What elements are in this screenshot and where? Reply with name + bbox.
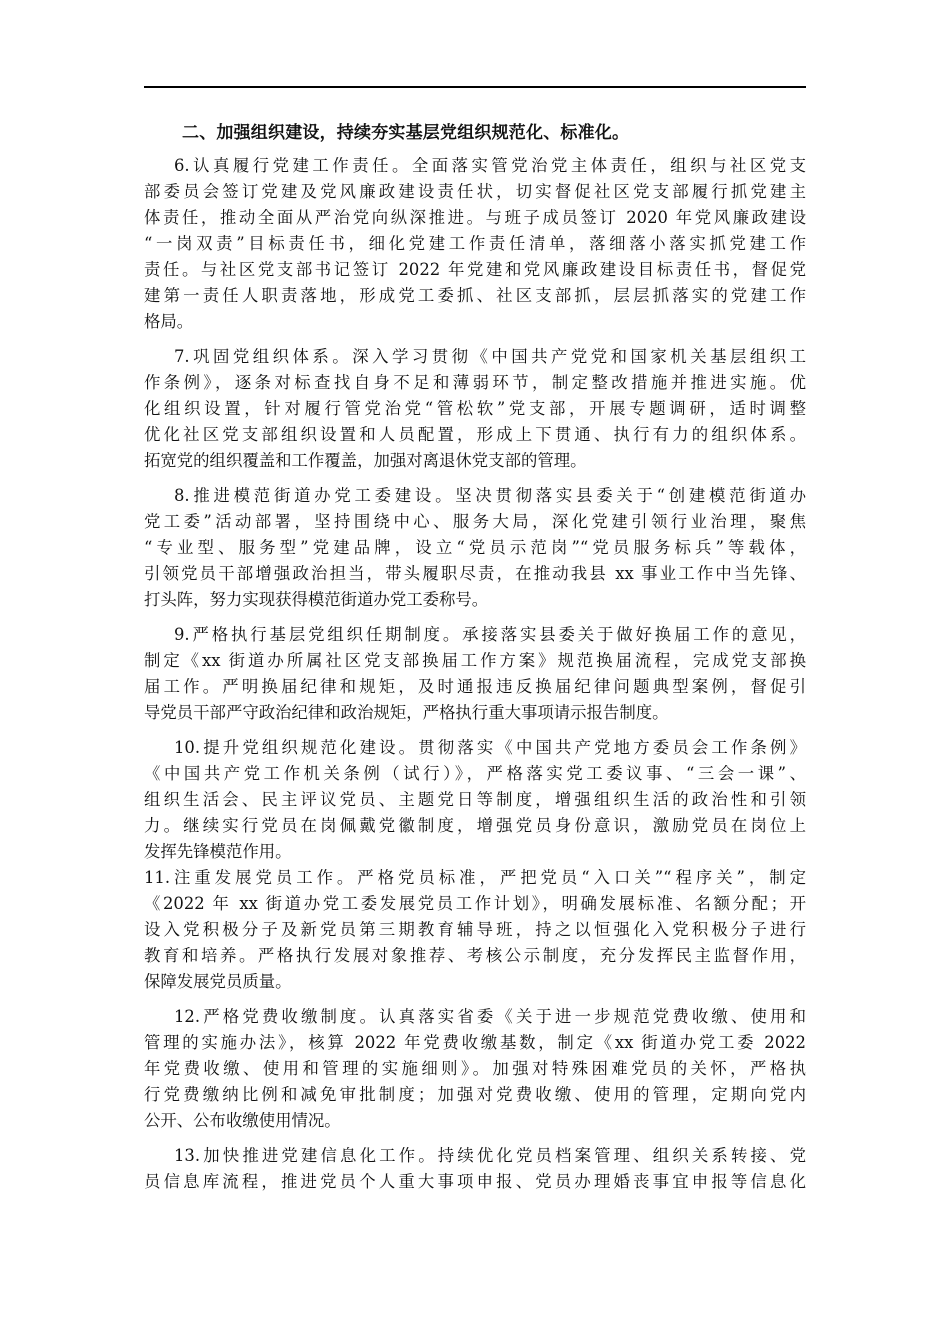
paragraph <box>144 153 806 335</box>
paragraph-line: 部委员会签订党建及党风廉政建设责任状，切实督促社区党支部履行抓党建主 <box>144 182 806 201</box>
paragraph-line: 发挥先锋模范作用。 <box>144 842 292 861</box>
paragraph-line: 引领党员干部增强政治担当，带头履职尽责，在推动我县 xx 事业工作中当先锋、 <box>144 564 806 583</box>
paragraph-line: 公开、公布收缴使用情况。 <box>144 1111 341 1130</box>
paragraph-line: 组织生活会、民主评议党员、主题党日等制度，增强组织生活的政治性和引领 <box>144 790 806 809</box>
paragraph-line: 员信息库流程，推进党员个人重大事项申报、党员办理婚丧事宜申报等信息化 <box>144 1172 806 1191</box>
paragraph-line: 行党费缴纳比例和减免审批制度；加强对党费收缴、使用的管理，定期向党内 <box>144 1085 806 1104</box>
paragraph-line: 届工作。严明换届纪律和规矩，及时通报违反换届纪律问题典型案例，督促引 <box>144 677 806 696</box>
paragraph <box>144 622 806 726</box>
paragraph-line: 管理的实施办法》，核算 2022 年党费收缴基数，制定《xx 街道办党工委 2022 <box>144 1033 806 1052</box>
paragraph-line: 优化社区党支部组织设置和人员配置，形成上下贯通、执行有力的组织体系。 <box>144 425 806 444</box>
paragraph-line: 格局。 <box>144 312 194 331</box>
document-body <box>144 120 806 1204</box>
paragraph-line: 责任。与社区党支部书记签订 2022 年党建和党风廉政建设目标责任书，督促党 <box>144 260 806 279</box>
paragraph-line: 10.提升党组织规范化建设。贯彻落实《中国共产党地方委员会工作条例》 <box>174 738 806 757</box>
paragraph-line: 7.巩固党组织体系。深入学习贯彻《中国共产党党和国家机关基层组织工 <box>174 347 806 366</box>
paragraph-line: 6.认真履行党建工作责任。全面落实管党治党主体责任，组织与社区党支 <box>174 156 806 175</box>
paragraph-line: 制定《xx 街道办所属社区党支部换届工作方案》规范换届流程，完成党支部换 <box>144 651 806 670</box>
header-rule <box>144 86 806 88</box>
paragraph-line: 体责任，推动全面从严治党向纵深推进。与班子成员签订 2020 年党风廉政建设 <box>144 208 806 227</box>
paragraph-line: 《2022 年 xx 街道办党工委发展党员工作计划》，明确发展标准、名额分配；开 <box>144 894 806 913</box>
paragraph-line: 12.严格党费收缴制度。认真落实省委《关于进一步规范党费收缴、使用和 <box>174 1007 806 1026</box>
paragraph <box>144 1004 806 1134</box>
paragraph-line: 导党员干部严守政治纪律和政治规矩，严格执行重大事项请示报告制度。 <box>144 703 669 722</box>
paragraph-line: 13.加快推进党建信息化工作。持续优化党员档案管理、组织关系转接、党 <box>174 1146 806 1165</box>
paragraph <box>144 344 806 474</box>
paragraph-line: “一岗双责”目标责任书，细化党建工作责任清单，落细落小落实抓党建工作 <box>144 234 806 253</box>
paragraph-line: 力。继续实行党员在岗佩戴党徽制度，增强党员身份意识，激励党员在岗位上 <box>144 816 806 835</box>
paragraph-line: 打头阵，努力实现获得模范街道办党工委称号。 <box>144 590 489 609</box>
paragraph <box>144 865 806 995</box>
paragraph-line: “专业型、服务型”党建品牌，设立“党员示范岗”“党员服务标兵”等载体， <box>144 538 806 557</box>
section-heading: 二、加强组织建设，持续夯实基层党组织规范化、标准化。 <box>182 123 630 143</box>
paragraph-line: 设入党积极分子及新党员第三期教育辅导班，持之以恒强化入党积极分子进行 <box>144 920 806 939</box>
paragraph-line: 作条例》，逐条对标查找自身不足和薄弱环节，制定整改措施并推进实施。优 <box>144 373 806 392</box>
paragraph-line: 年党费收缴、使用和管理的实施细则》。加强对特殊困难党员的关怀，严格执 <box>144 1059 806 1078</box>
paragraph <box>144 483 806 613</box>
paragraph-line: 化组织设置，针对履行管党治党“管松软”党支部，开展专题调研，适时调整 <box>144 399 806 418</box>
paragraph <box>144 735 806 865</box>
paragraph-line: 建第一责任人职责落地，形成党工委抓、社区支部抓，层层抓落实的党建工作 <box>144 286 806 305</box>
paragraph-list <box>144 153 806 1195</box>
paragraph-line: 11.注重发展党员工作。严格党员标准，严把党员“入口关”“程序关”，制定 <box>144 868 806 887</box>
paragraph-line: 保障发展党员质量。 <box>144 972 292 991</box>
paragraph-line: 8.推进模范街道办党工委建设。坚决贯彻落实县委关于“创建模范街道办 <box>174 486 806 505</box>
paragraph-line: 党工委”活动部署，坚持围绕中心、服务大局，深化党建引领行业治理，聚焦 <box>144 512 806 531</box>
paragraph <box>144 1143 806 1195</box>
paragraph-line: 拓宽党的组织覆盖和工作覆盖，加强对离退休党支部的管理。 <box>144 451 587 470</box>
paragraph-line: 教育和培养。严格执行发展对象推荐、考核公示制度，充分发挥民主监督作用， <box>144 946 806 965</box>
paragraph-line: 《中国共产党工作机关条例（试行）》，严格落实党工委议事、“三会一课”、 <box>144 764 806 783</box>
paragraph-line: 9.严格执行基层党组织任期制度。承接落实县委关于做好换届工作的意见， <box>174 625 806 644</box>
